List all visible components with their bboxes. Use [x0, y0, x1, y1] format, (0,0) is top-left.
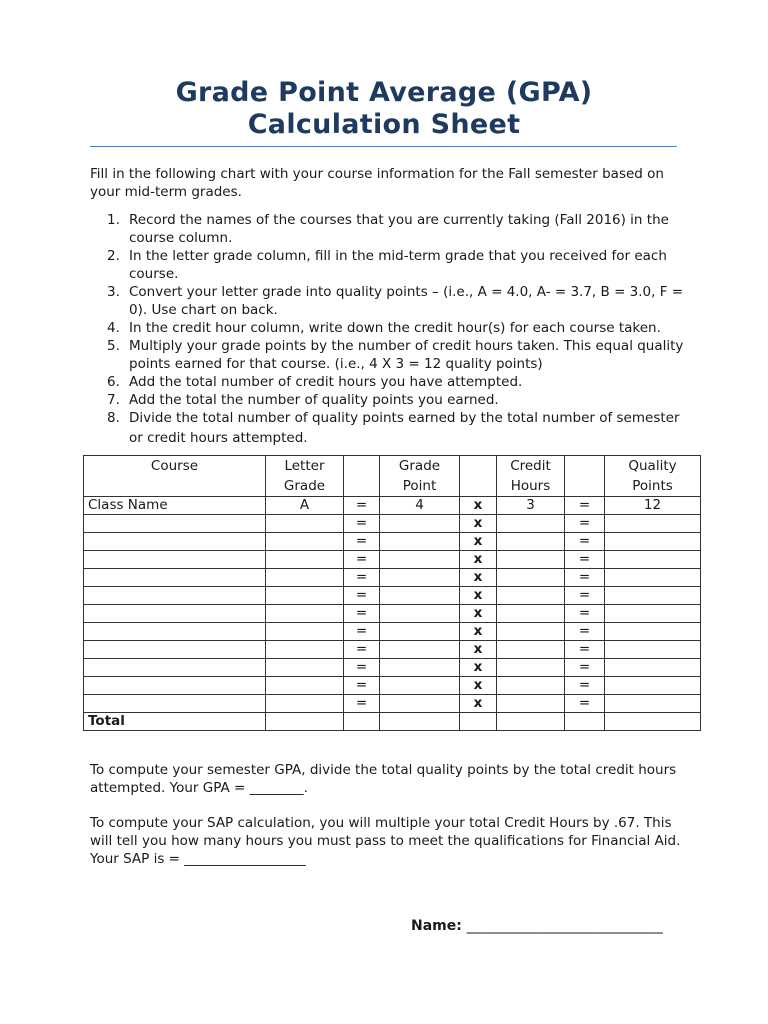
header-letter-grade: Letter Grade	[266, 456, 344, 497]
grade-point-cell[interactable]	[380, 605, 460, 623]
table-row	[84, 533, 701, 551]
sap-instructions: To compute your SAP calculation, you will multiple your total Credit Hours by .67. This will tell you how many hours you must pass to meet the qualifications for Financial Aid. Your SAP is = __________________	[90, 815, 681, 867]
total-cell[interactable]	[605, 713, 701, 731]
example-letter-grade: A	[266, 497, 344, 515]
table-row	[84, 569, 701, 587]
letter-grade-cell[interactable]	[266, 605, 344, 623]
equals-sign: =	[565, 623, 605, 641]
title-divider	[90, 146, 677, 147]
table-row-example	[84, 497, 701, 515]
equals-sign: =	[344, 587, 380, 605]
table-row	[84, 641, 701, 659]
course-cell[interactable]	[84, 569, 266, 587]
header-course: Course	[84, 456, 266, 497]
letter-grade-cell[interactable]	[266, 641, 344, 659]
total-cell[interactable]	[266, 713, 344, 731]
equals-sign: =	[565, 659, 605, 677]
equals-sign: =	[344, 677, 380, 695]
header-credit-hours: Credit Hours	[497, 456, 565, 497]
instruction-step: 2. In the letter grade column, fill in the mid-term grade that you received for each course.	[107, 248, 667, 282]
total-label: Total	[84, 713, 266, 731]
table-row	[84, 515, 701, 533]
gpa-instructions: To compute your semester GPA, divide the total quality points by the total credit hours attempted. Your GPA = ________.	[90, 762, 677, 796]
table-row	[84, 551, 701, 569]
grade-point-cell[interactable]	[380, 569, 460, 587]
quality-points-cell[interactable]	[605, 587, 701, 605]
gpa-table	[83, 455, 701, 731]
equals-sign: =	[565, 677, 605, 695]
course-cell[interactable]	[84, 587, 266, 605]
table-row	[84, 587, 701, 605]
equals-sign: =	[565, 497, 605, 515]
equals-sign: =	[565, 641, 605, 659]
equals-sign: =	[565, 587, 605, 605]
course-cell[interactable]	[84, 695, 266, 713]
credit-hours-cell[interactable]	[497, 677, 565, 695]
credit-hours-cell[interactable]	[497, 605, 565, 623]
credit-hours-cell[interactable]	[497, 659, 565, 677]
letter-grade-cell[interactable]	[266, 659, 344, 677]
course-cell[interactable]	[84, 659, 266, 677]
letter-grade-cell[interactable]	[266, 587, 344, 605]
intro-paragraph: Fill in the following chart with your course information for the Fall semester based on your mid-term grades.	[90, 166, 664, 200]
credit-hours-cell[interactable]	[497, 695, 565, 713]
example-quality-points: 12	[605, 497, 701, 515]
times-sign: x	[460, 677, 497, 695]
credit-hours-cell[interactable]	[497, 515, 565, 533]
instruction-step: 6. Add the total number of credit hours you have attempted.	[107, 374, 523, 390]
equals-sign: =	[344, 659, 380, 677]
instruction-step: 1. Record the names of the courses that you are currently taking (Fall 2016) in the course column.	[107, 212, 669, 246]
grade-point-cell[interactable]	[380, 677, 460, 695]
course-cell[interactable]	[84, 533, 266, 551]
credit-hours-cell[interactable]	[497, 551, 565, 569]
header-spacer	[344, 456, 380, 497]
times-sign: x	[460, 605, 497, 623]
instruction-step: 8. Divide the total number of quality points earned by the total number of semester or credit hours attempted.	[107, 410, 680, 446]
quality-points-cell[interactable]	[605, 677, 701, 695]
name-signature-line	[411, 918, 663, 934]
grade-point-cell[interactable]	[380, 515, 460, 533]
equals-sign: =	[565, 551, 605, 569]
grade-point-cell[interactable]	[380, 623, 460, 641]
header-quality-points: Quality Points	[605, 456, 701, 497]
instruction-step: 4. In the credit hour column, write down the credit hour(s) for each course taken.	[107, 320, 661, 336]
example-course: Class Name	[84, 497, 266, 515]
letter-grade-cell[interactable]	[266, 515, 344, 533]
quality-points-cell[interactable]	[605, 605, 701, 623]
course-cell[interactable]	[84, 551, 266, 569]
quality-points-cell[interactable]	[605, 659, 701, 677]
equals-sign: =	[344, 569, 380, 587]
credit-hours-cell[interactable]	[497, 533, 565, 551]
letter-grade-cell[interactable]	[266, 695, 344, 713]
times-sign: x	[460, 551, 497, 569]
table-row	[84, 623, 701, 641]
instruction-step: 3. Convert your letter grade into quality points – (i.e., A = 4.0, A- = 3.7, B = 3.0, F = 0). Use chart on back.	[107, 284, 684, 318]
equals-sign: =	[565, 605, 605, 623]
page-title-line-2: Calculation Sheet	[247, 109, 521, 140]
letter-grade-cell[interactable]	[266, 569, 344, 587]
times-sign: x	[460, 515, 497, 533]
letter-grade-cell[interactable]	[266, 533, 344, 551]
grade-point-cell[interactable]	[380, 533, 460, 551]
times-sign: x	[460, 569, 497, 587]
grade-point-cell[interactable]	[380, 641, 460, 659]
table-row	[84, 605, 701, 623]
course-cell[interactable]	[84, 605, 266, 623]
grade-point-cell[interactable]	[380, 551, 460, 569]
equals-sign: =	[344, 533, 380, 551]
times-sign: x	[460, 497, 497, 515]
credit-hours-cell[interactable]	[497, 569, 565, 587]
times-sign: x	[460, 533, 497, 551]
quality-points-cell[interactable]	[605, 533, 701, 551]
header-spacer	[460, 456, 497, 497]
equals-sign: =	[565, 695, 605, 713]
equals-sign: =	[344, 623, 380, 641]
course-cell[interactable]	[84, 677, 266, 695]
table-header-row	[84, 456, 701, 497]
times-sign: x	[460, 695, 497, 713]
credit-hours-cell[interactable]	[497, 623, 565, 641]
times-sign: x	[460, 587, 497, 605]
name-blank-field[interactable]: ____________________________	[466, 918, 663, 934]
credit-hours-cell[interactable]	[497, 587, 565, 605]
table-row	[84, 695, 701, 713]
times-sign: x	[460, 659, 497, 677]
total-cell[interactable]	[380, 713, 460, 731]
total-cell	[344, 713, 380, 731]
quality-points-cell[interactable]	[605, 551, 701, 569]
credit-hours-cell[interactable]	[497, 641, 565, 659]
instruction-step: 5. Multiply your grade points by the number of credit hours taken. This equal quality points earned for that course. (i.e., 4 X 3 = 12 quality points)	[107, 338, 684, 372]
equals-sign: =	[344, 497, 380, 515]
table-row	[84, 677, 701, 695]
letter-grade-cell[interactable]	[266, 623, 344, 641]
equals-sign: =	[344, 605, 380, 623]
times-sign: x	[460, 623, 497, 641]
page-title-line-1: Grade Point Average (GPA)	[175, 77, 593, 108]
equals-sign: =	[344, 695, 380, 713]
letter-grade-cell[interactable]	[266, 551, 344, 569]
header-spacer	[565, 456, 605, 497]
equals-sign: =	[344, 551, 380, 569]
example-credit-hours: 3	[497, 497, 565, 515]
equals-sign: =	[565, 569, 605, 587]
grade-point-cell[interactable]	[380, 587, 460, 605]
quality-points-cell[interactable]	[605, 515, 701, 533]
course-cell[interactable]	[84, 641, 266, 659]
quality-points-cell[interactable]	[605, 641, 701, 659]
grade-point-cell[interactable]	[380, 659, 460, 677]
table-row-total	[84, 713, 701, 731]
equals-sign: =	[344, 641, 380, 659]
letter-grade-cell[interactable]	[266, 677, 344, 695]
times-sign: x	[460, 641, 497, 659]
name-label: Name:	[411, 918, 462, 934]
quality-points-cell[interactable]	[605, 695, 701, 713]
total-cell[interactable]	[497, 713, 565, 731]
quality-points-cell[interactable]	[605, 569, 701, 587]
course-cell[interactable]	[84, 623, 266, 641]
instruction-list	[90, 211, 690, 448]
table-row	[84, 659, 701, 677]
quality-points-cell[interactable]	[605, 623, 701, 641]
total-cell	[565, 713, 605, 731]
total-cell	[460, 713, 497, 731]
equals-sign: =	[565, 533, 605, 551]
example-grade-point: 4	[380, 497, 460, 515]
equals-sign: =	[565, 515, 605, 533]
course-cell[interactable]	[84, 515, 266, 533]
header-grade-point: Grade Point	[380, 456, 460, 497]
equals-sign: =	[344, 515, 380, 533]
instruction-step: 7. Add the total the number of quality points you earned.	[107, 392, 499, 408]
grade-point-cell[interactable]	[380, 695, 460, 713]
